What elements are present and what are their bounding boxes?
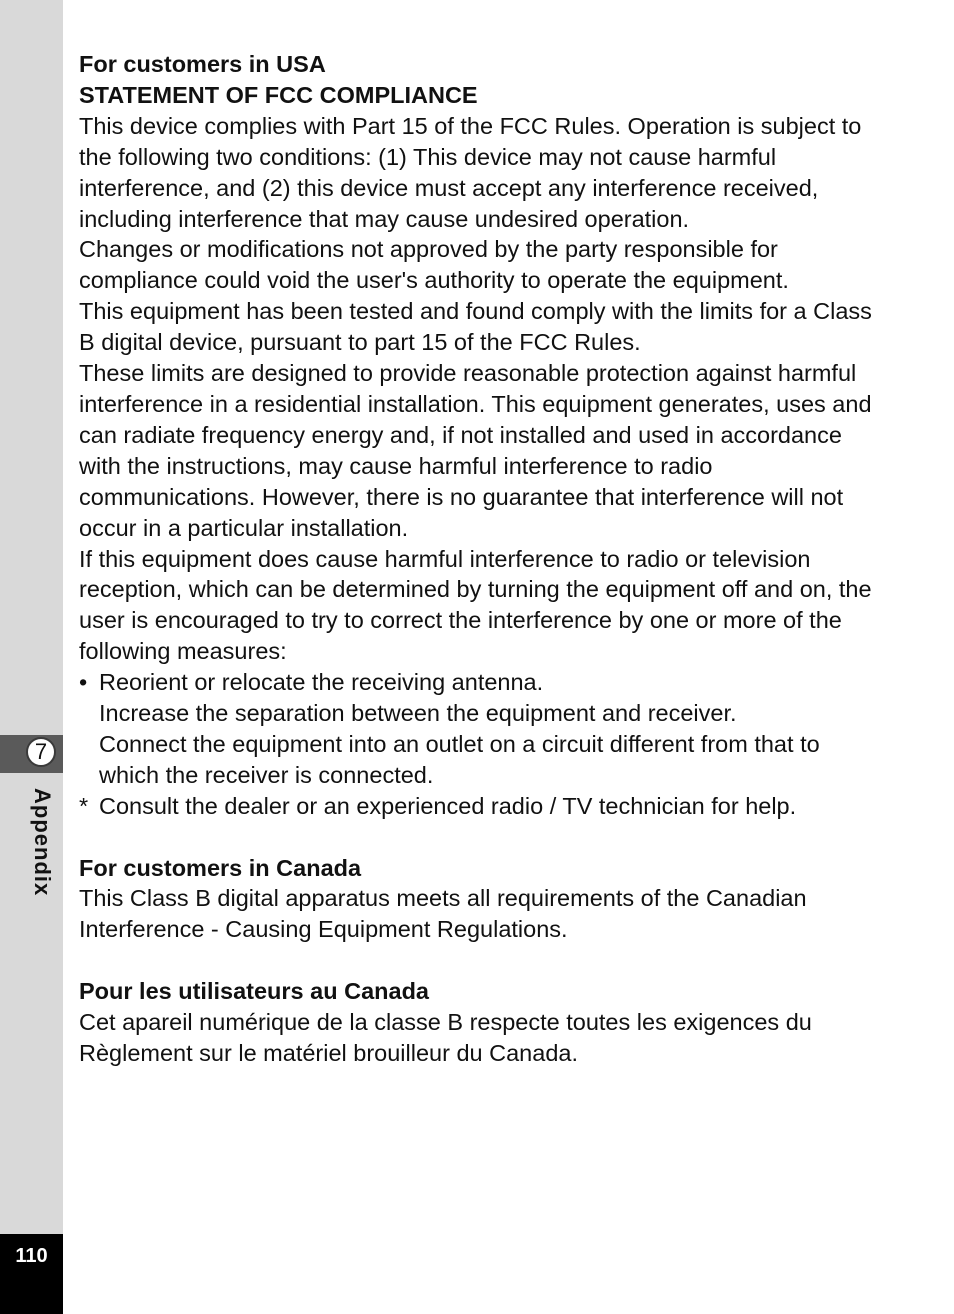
- measure-item-2: Increase the separation between the equipment and receiver.: [99, 700, 737, 727]
- section-label: Appendix: [30, 788, 55, 897]
- asterisk-note: Consult the dealer or an experienced radio / TV technician for help.: [99, 792, 797, 819]
- asterisk-mark: *: [79, 792, 89, 819]
- fcc-paragraph-1: This device complies with Part 15 of the FCC Rules. Operation is subject to the following two conditions: (1) This device may not cause harmful interference, and (2) this device must accept any interference received, including interference that may cause undesired operation.: [79, 112, 862, 232]
- canada-heading: For customers in Canada: [79, 854, 362, 881]
- fcc-statement-heading: STATEMENT OF FCC COMPLIANCE: [79, 81, 478, 108]
- fcc-paragraph-4: These limits are designed to provide reasonable protection against harmful interference in a residential installation. This equipment generates, uses and can radiate frequency energy and, if not installed and used in accordance with the instructions, may cause harmful interference to radio communications. However, there is no guarantee that interference will not occur in a particular installation.: [79, 360, 872, 541]
- fcc-paragraph-2: Changes or modifications not approved by the party responsible for compliance could void the user's authority to operate the equipment.: [79, 236, 789, 294]
- bullet-mark: •: [79, 669, 88, 696]
- canada-french-text: Cet apareil numérique de la classe B respecte toutes les exigences du Règlement sur le matériel brouilleur du Canada.: [79, 1009, 812, 1066]
- section-gap: [79, 945, 879, 976]
- page-number: 110: [15, 1245, 48, 1267]
- fcc-paragraph-3: This equipment has been tested and found comply with the limits for a Class B digital device, pursuant to part 15 of the FCC Rules.: [79, 298, 872, 356]
- usa-heading: For customers in USA: [79, 51, 326, 77]
- measure-item-1: Reorient or relocate the receiving antenna.: [99, 669, 544, 696]
- page-sidebar: [0, 0, 63, 1314]
- canada-french-heading: Pour les utilisateurs au Canada: [79, 978, 429, 1005]
- asterisk-note-item: [79, 791, 879, 822]
- measures-list: [79, 667, 879, 791]
- chapter-number: 7: [26, 737, 56, 767]
- page-content: [79, 49, 879, 1069]
- canada-text: This Class B digital apparatus meets all requirements of the Canadian Interference - Causing Equipment Regulations.: [79, 885, 807, 943]
- section-gap: [79, 822, 879, 853]
- measure-item-3: Connect the equipment into an outlet on a circuit different from that to which the receiver is connected.: [99, 730, 820, 788]
- page-number-box: [0, 1234, 63, 1314]
- chapter-tab: [0, 735, 63, 773]
- fcc-paragraph-5: If this equipment does cause harmful interference to radio or television reception, which can be determined by turning the equipment off and on, the user is encouraged to try to correct the interference by one or more of the following measures:: [79, 545, 872, 665]
